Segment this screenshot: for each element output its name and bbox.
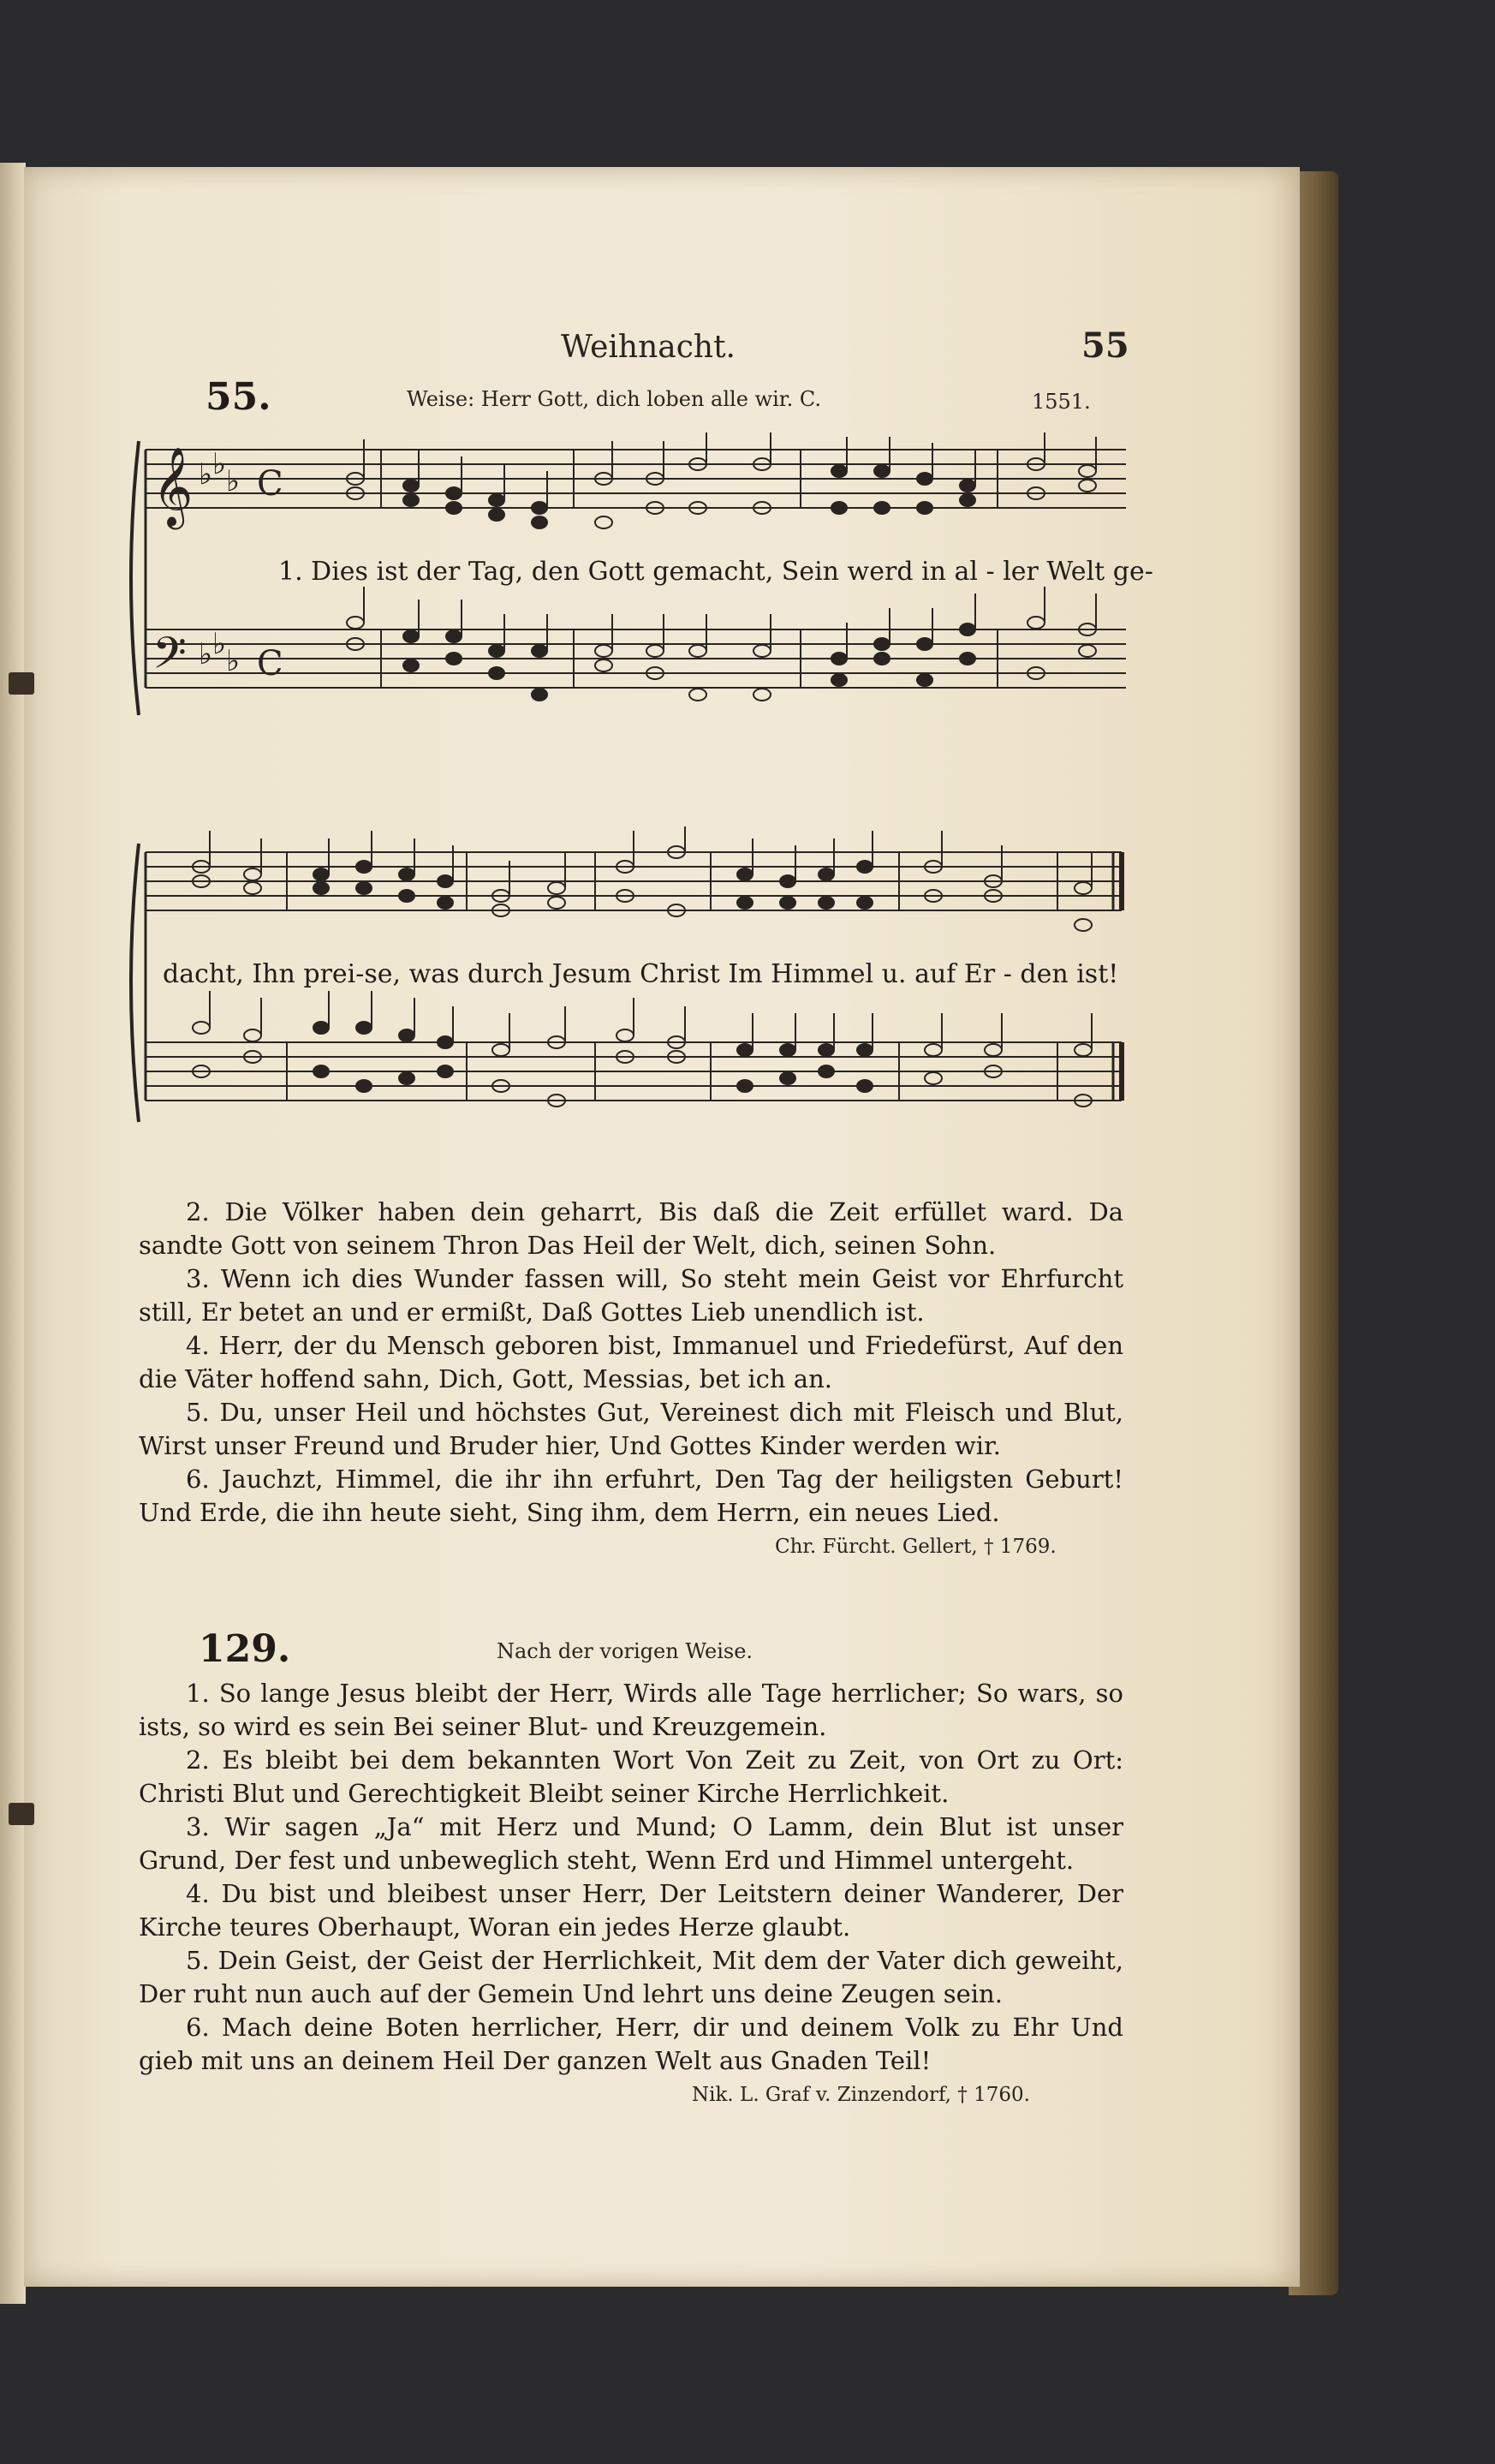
melody-note: Weise: Herr Gott, dich loben alle wir. C. (407, 387, 821, 411)
svg-text:C: C (257, 644, 283, 683)
svg-text:♭: ♭ (226, 464, 241, 498)
verse: 3. Wenn ich dies Wunder fassen will, So steht mein Geist vor Ehrfurcht still, Er betet an und er ermißt, Daß Gottes Lieb unendlich ist. (139, 1264, 1123, 1327)
verse: 5. Du, unser Heil und höchstes Gut, Vereinest dich mit Fleisch und Blut, Wirst unser Freund und Bruder hier, Und Gottes Kinder werden wir. (139, 1398, 1123, 1460)
verse: 5. Dein Geist, der Geist der Herrlichkeit, Mit dem der Vater dich geweiht, Der ruht nun auch auf der Gemein Und lehrt uns deine Zeugen sein. (139, 1946, 1123, 2008)
binding-hole (9, 1803, 34, 1825)
verse: 4. Herr, der du Mensch geboren bist, Immanuel und Friedefürst, Auf den die Väter hoffend sahn, Dich, Gott, Messias, bet ich an. (139, 1331, 1123, 1393)
svg-text:♭: ♭ (212, 627, 227, 661)
verse: 4. Du bist und bleibest unser Herr, Der Leitstern deiner Wanderer, Der Kirche teures Oberhaupt, Woran ein jedes Herze glaubt. (139, 1879, 1123, 1942)
hymn-number: 129. (199, 1627, 291, 1671)
page-number: 55 (1081, 325, 1129, 366)
verse: 2. Die Völker haben dein geharrt, Bis daß die Zeit erfüllet ward. Da sandte Gott von seinem Thron Das Heil der Welt, dich, seinen Sohn. (139, 1197, 1123, 1260)
lyric-line: 1. Dies ist der Tag, den Gott gemacht, Sein werd in al - ler Welt ge- (278, 557, 1153, 587)
svg-text:𝄞: 𝄞 (152, 446, 194, 526)
hymn-number: 55. (205, 375, 271, 419)
verses-hymn-129 (139, 1677, 1123, 2078)
svg-text:♭: ♭ (226, 644, 241, 678)
verses-hymn-55 (139, 1196, 1123, 1530)
author-credit: Nik. L. Graf v. Zinzendorf, † 1760. (692, 2084, 1030, 2106)
verse: 1. So lange Jesus bleibt der Herr, Wirds alle Tage herrlicher; So wars, so ists, so wird es sein Bei seiner Blut- und Kreuzgemein. (139, 1679, 1123, 1741)
verse: 6. Mach deine Boten herrlicher, Herr, dir und deinem Volk zu Ehr Und gieb mit uns an deinem Heil Der ganzen Welt aus Gnaden Teil! (139, 2013, 1123, 2075)
svg-text:♭: ♭ (199, 637, 213, 671)
svg-text:♭: ♭ (212, 447, 227, 481)
author-credit: Chr. Fürcht. Gellert, † 1769. (775, 1536, 1057, 1558)
svg-text:C: C (257, 464, 283, 504)
svg-text:𝄢: 𝄢 (152, 627, 187, 689)
verse: 6. Jauchzt, Himmel, die ihr ihn erfuhrt, Den Tag der heiligsten Geburt! Und Erde, die ihn heute sieht, Sing ihm, dem Herrn, ein neues Lied. (139, 1465, 1123, 1527)
melody-year: 1551. (1032, 390, 1091, 414)
book-spine-left (0, 163, 26, 2304)
verse: 2. Es bleibt bei dem bekannten Wort Von Zeit zu Zeit, von Ort zu Ort: Christi Blut und Gerechtigkeit Bleibt seiner Kirche Herrlichkeit. (139, 1745, 1123, 1808)
binding-hole (9, 672, 34, 695)
svg-text:♭: ♭ (199, 457, 213, 492)
running-title: Weihnacht. (561, 330, 736, 365)
lyric-line: dacht, Ihn prei-se, was durch Jesum Christ Im Himmel u. auf Er - den ist! (163, 959, 1119, 989)
verse: 3. Wir sagen „Ja“ mit Herz und Mund; O Lamm, dein Blut ist unser Grund, Der fest und unbeweglich steht, Wenn Erd und Himmel untergeht. (139, 1812, 1123, 1875)
melody-note: Nach der vorigen Weise. (497, 1639, 753, 1663)
